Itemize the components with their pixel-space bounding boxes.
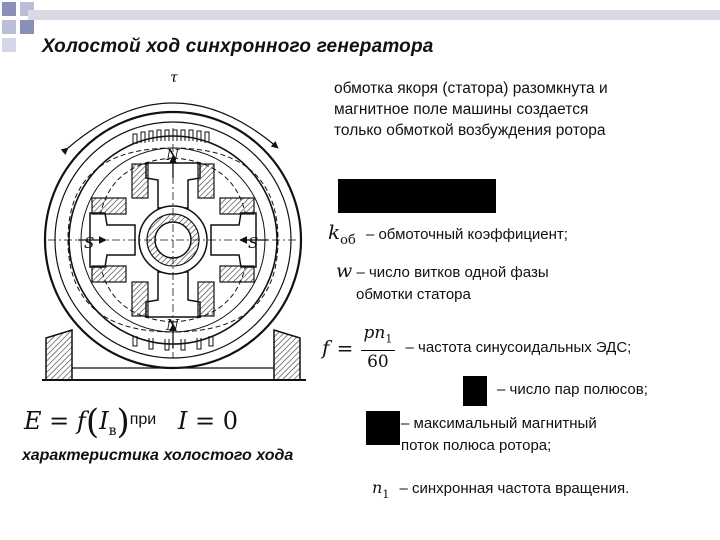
term-pole-pairs-text: – число пар полюсов; xyxy=(497,381,648,398)
symbol-f: f xyxy=(322,335,330,360)
frequency-fraction xyxy=(361,322,396,373)
term-sync-speed xyxy=(372,478,629,501)
symbol-k: k xyxy=(328,220,341,244)
pole-label-n-bottom: N xyxy=(166,316,180,334)
redacted-flux-symbol xyxy=(366,411,400,445)
eq-close-paren: ) xyxy=(116,402,130,442)
term-turns-text-line1: – число витков одной фазы xyxy=(356,264,549,281)
symbol-w: w xyxy=(336,260,353,282)
pole-label-s-right: S xyxy=(248,234,259,252)
corner-square xyxy=(2,20,16,34)
symbol-n-subscript: 1 xyxy=(382,488,390,501)
eq-I-subscript: в xyxy=(108,423,117,439)
term-max-flux-text-line2: поток полюса ротора; xyxy=(401,437,552,454)
tau-label: τ xyxy=(170,70,178,86)
symbol-k-subscript: об xyxy=(340,233,356,248)
eq-equals: = xyxy=(49,407,70,435)
eq-f: f xyxy=(76,407,86,435)
header-bar xyxy=(28,10,720,20)
corner-square xyxy=(2,2,16,16)
symbol-n: n xyxy=(372,478,383,497)
corner-square xyxy=(2,38,16,52)
generator-cross-section-diagram xyxy=(28,68,320,390)
formula-equals: = xyxy=(336,335,354,360)
redacted-emf-formula xyxy=(338,179,496,213)
eq-equals-2: = xyxy=(194,407,216,435)
fraction-denominator: 60 xyxy=(367,352,389,373)
eq-I: I xyxy=(99,407,109,435)
no-load-characteristic-caption: характеристика холостого хода xyxy=(22,447,294,464)
no-load-characteristic-equation xyxy=(24,402,238,442)
pole-label-n-top: N xyxy=(166,146,180,164)
term-pole-pairs xyxy=(497,381,648,398)
term-winding-factor xyxy=(328,220,568,248)
machine-base xyxy=(42,330,306,380)
term-frequency-text: – частота синусоидальных ЭДС; xyxy=(405,339,632,357)
term-turns xyxy=(336,260,549,306)
pole-label-s-left: S xyxy=(84,234,95,252)
eq-I2: I xyxy=(177,407,188,435)
no-load-description: обмотка якоря (статора) разомкнута и магнитное поле машины создается только обмоткой возбуждения ротора xyxy=(334,80,608,139)
slide-title: Холостой ход синхронного генератора xyxy=(42,36,434,57)
fraction-numerator: pn xyxy=(363,323,386,343)
term-frequency xyxy=(322,322,631,373)
redacted-pole-pairs-symbol xyxy=(463,376,487,406)
term-max-flux xyxy=(401,413,597,457)
term-max-flux-text-line1: – максимальный магнитный xyxy=(401,415,597,432)
term-winding-factor-text: – обмоточный коэффициент; xyxy=(365,226,568,243)
eq-zero: 0 xyxy=(222,407,239,435)
fraction-numerator-subscript: 1 xyxy=(385,332,393,346)
corner-square xyxy=(20,20,34,34)
term-sync-speed-text: – синхронная частота вращения. xyxy=(399,480,630,497)
eq-word-pri: при xyxy=(129,411,157,428)
eq-open-paren: ( xyxy=(85,402,100,442)
eq-E: E xyxy=(24,407,42,435)
term-turns-text-line2: обмотки статора xyxy=(356,286,471,303)
